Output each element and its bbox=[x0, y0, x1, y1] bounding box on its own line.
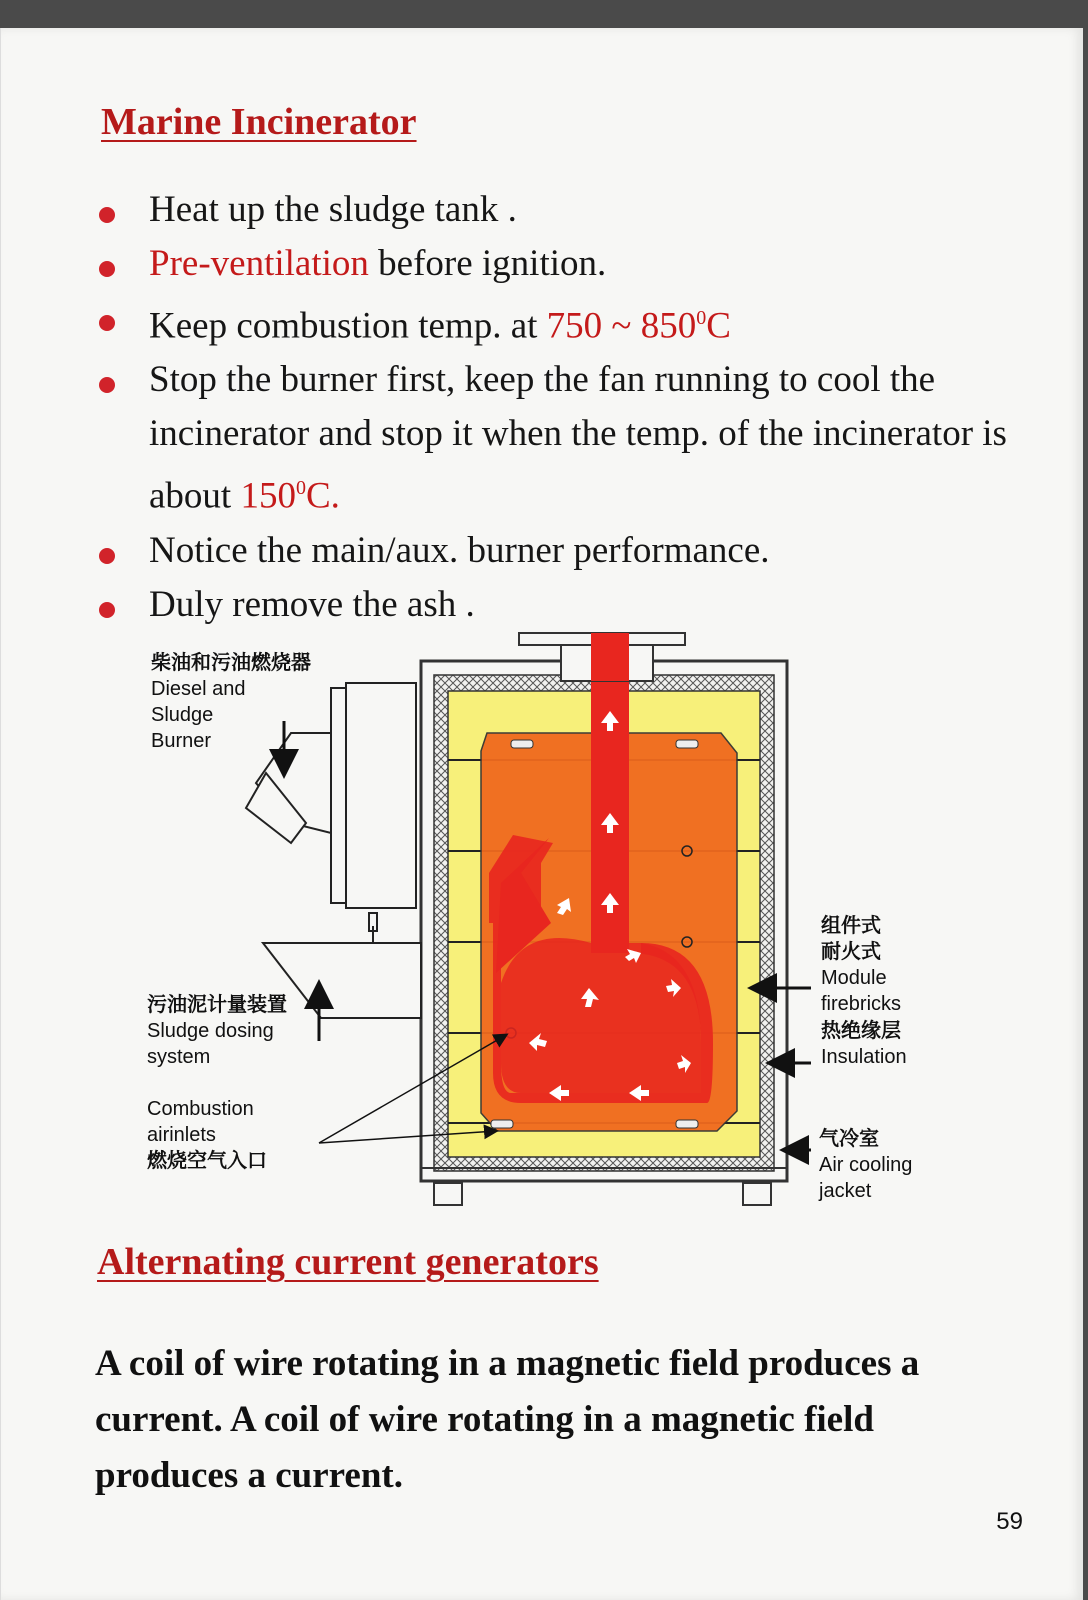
section-title-incinerator: Marine Incinerator bbox=[101, 101, 417, 143]
bullet-item: Keep combustion temp. at 750 ~ $850^0C$ bbox=[99, 291, 1029, 353]
bullet-dot-icon bbox=[99, 377, 115, 393]
sludge-dosing-label: 污油泥计量装置 Sludge dosing system bbox=[147, 994, 287, 1068]
bullet-item: Notice the main/aux. burner performance. bbox=[99, 524, 1029, 578]
air-cooling-label: 气冷室 Air cooling jacket bbox=[819, 1128, 913, 1202]
bullet-item: Pre-ventilation before ignition. bbox=[99, 237, 1029, 291]
bullet-dot-icon bbox=[99, 315, 115, 331]
generator-paragraph: A coil of wire rotating in a magnetic field produces a current. A coil of wire rotating in a magnetic field produces a current. bbox=[95, 1343, 920, 1496]
insulation-label: 热绝缘层 Insulation bbox=[821, 1020, 907, 1068]
air-inlets-label: Combustion airinlets 燃烧空气入口 bbox=[147, 1098, 267, 1172]
bullet-dot-icon bbox=[99, 261, 115, 277]
bullet-item: Duly remove the ash . bbox=[99, 578, 1029, 632]
bullet-item: Heat up the sludge tank . bbox=[99, 183, 1029, 237]
book-page bbox=[0, 28, 1083, 1600]
burner-label: 柴油和污油燃烧器 Diesel and Sludge Burner bbox=[151, 652, 311, 752]
bullet-item: Stop the burner first, keep the fan running to cool the incinerator and stop it when the temp. of the incinerator is about $150^0C$. bbox=[99, 353, 1029, 523]
bullet-dot-icon bbox=[99, 548, 115, 564]
page-number: 59 bbox=[996, 1508, 1023, 1535]
bullet-list bbox=[99, 183, 1029, 632]
module-firebricks-label: 组件式 耐火式 Module firebricks bbox=[821, 915, 902, 1015]
section-title-generators: Alternating current generators bbox=[97, 1241, 599, 1283]
bullet-dot-icon bbox=[99, 602, 115, 618]
bullet-dot-icon bbox=[99, 207, 115, 223]
